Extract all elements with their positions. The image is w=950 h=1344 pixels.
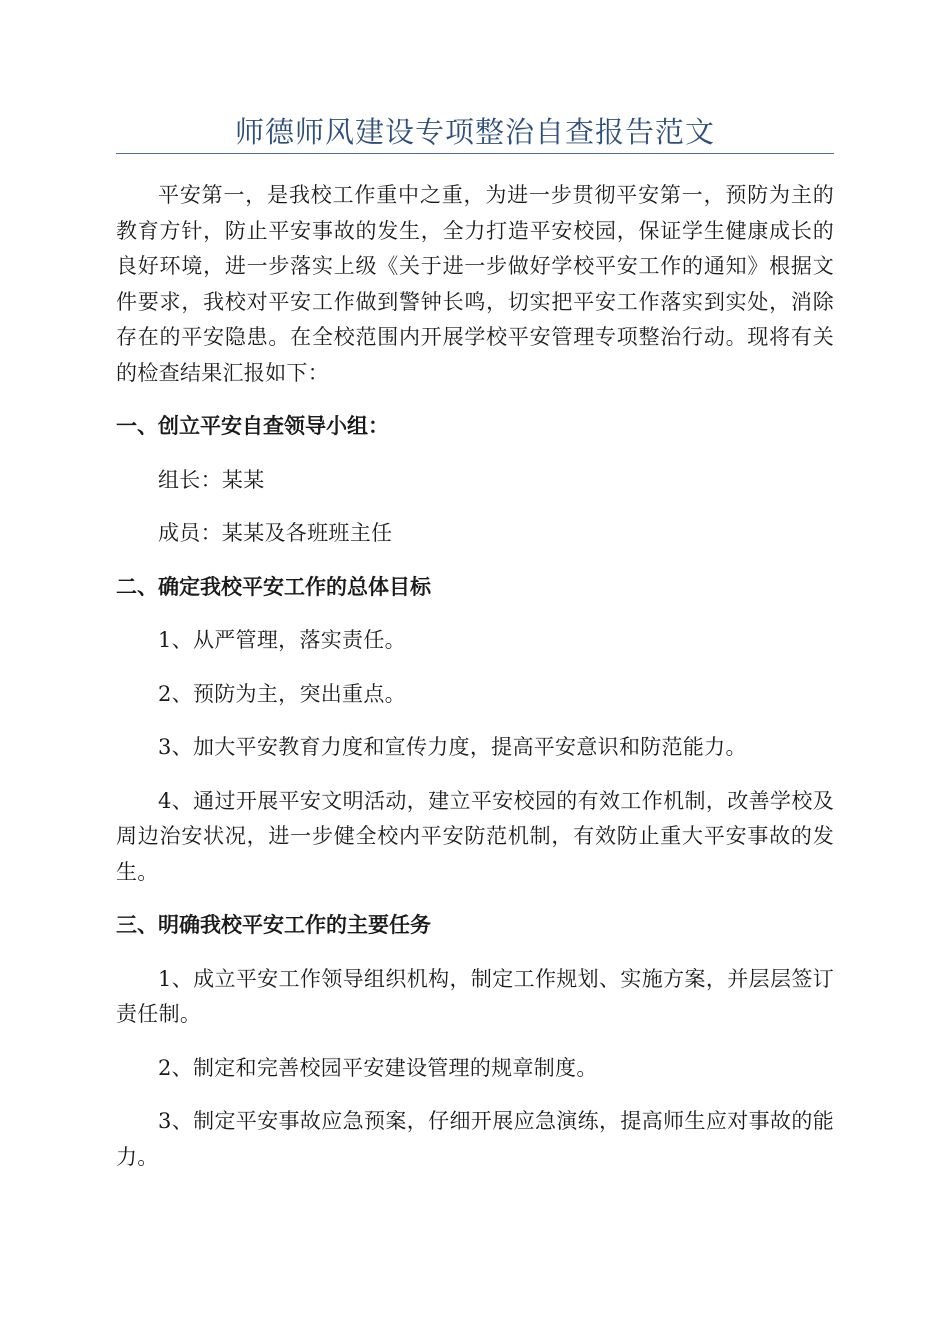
section3-item: 2、制定和完善校园平安建设管理的规章制度。 (158, 1055, 598, 1080)
title-underline (116, 153, 834, 154)
section1-item: 组长：某某 (158, 467, 265, 492)
section2-item: 4、通过开展平安文明活动，建立平安校园的有效工作机制，改善学校及周边治安状况，进一步健全校内平安防范机制，有效防止重大平安事故的发生。 (116, 788, 834, 884)
section2-item: 2、预防为主，突出重点。 (158, 681, 406, 706)
document-body (116, 178, 834, 1193)
section2-item: 1、从严管理，落实责任。 (158, 628, 406, 652)
section-heading-2: 二、确定我校平安工作的总体目标 (116, 574, 431, 599)
section-heading-1: 一、创立平安自查领导小组： (116, 414, 389, 438)
section2-item: 3、加大平安教育力度和宣传力度，提高平安意识和防范能力。 (158, 735, 747, 759)
section-heading-3: 三、明确我校平安工作的主要任务 (116, 913, 431, 937)
section3-item: 3、制定平安事故应急预案，仔细开展应急演练，提高师生应对事故的能力。 (116, 1109, 834, 1169)
section3-item: 1、成立平安工作领导组织机构，制定工作规划、实施方案，并层层签订责任制。 (116, 966, 834, 1026)
document-title: 师德师风建设专项整治自查报告范文 (234, 115, 715, 149)
section1-item: 成员：某某及各班班主任 (158, 521, 393, 545)
intro-paragraph: 平安第一，是我校工作重中之重，为进一步贯彻平安第一，预防为主的教育方针，防止平安事故的发生，全力打造平安校园，保证学生健康成长的良好环境，进一步落实上级《关于进一步做好学校平安工作的通知》根据文件要求，我校对平安工作做到警钟长鸣，切实把平安工作落实到实处，消除存在的平安隐患。在全校范围内开展学校平安管理专项整治行动。现将有关的检查结果汇报如下： (116, 183, 834, 385)
